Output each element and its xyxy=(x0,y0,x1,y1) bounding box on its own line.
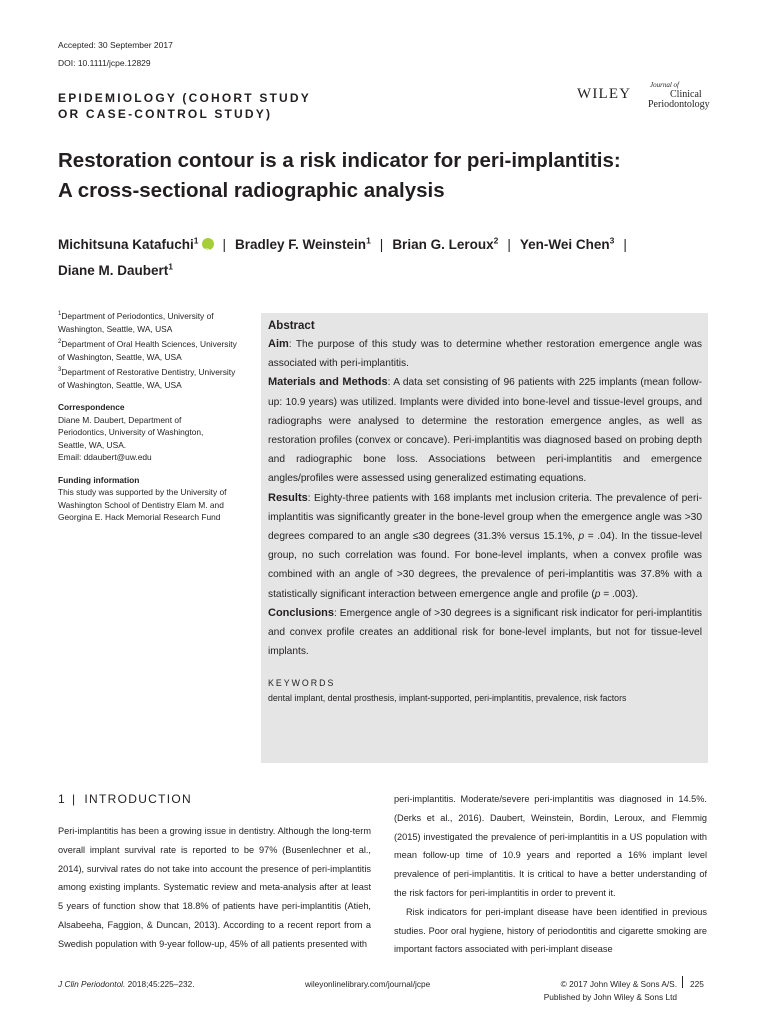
section-number: 1 xyxy=(58,792,66,806)
journal-logo-line: Clinical xyxy=(670,89,702,100)
journal-logo-line: Periodontology xyxy=(648,99,710,110)
affiliation-sidebar xyxy=(58,310,243,524)
article-category-line: OR CASE-CONTROL STUDY) xyxy=(58,107,273,121)
author[interactable] xyxy=(392,237,498,252)
orcid-icon[interactable] xyxy=(202,238,214,250)
author-list xyxy=(58,232,708,284)
abstract-methods xyxy=(268,373,702,488)
section-divider: | xyxy=(71,792,77,806)
abstract-panel xyxy=(261,313,708,763)
body-paragraph: peri-implantitis. Moderate/severe peri-implantitis was diagnosed in 14.5%. (Derks et al., 2016). Daubert, Weinstein, Bordin, Leroux, and Flemmig (2015) investigated the prevalence of peri-implantitis in a US population with mean follow-up time of 10.9 years and reported a 16% implant level prevalence of peri-implantitis. It is critical to have a better understanding of the risk factors for peri-implantitis in order to prevent it. xyxy=(394,794,707,898)
author-affiliation-mark: 1 xyxy=(193,235,199,246)
author-separator: | xyxy=(507,237,511,252)
author[interactable] xyxy=(235,237,371,252)
body-column-right xyxy=(394,790,707,959)
funding-block xyxy=(58,474,243,524)
abstract-heading: Abstract xyxy=(268,320,315,332)
correspondence-block xyxy=(58,401,243,464)
author-name: Brian G. Leroux xyxy=(392,237,494,252)
author[interactable] xyxy=(58,263,173,278)
abstract-results xyxy=(268,489,702,604)
methods-text: : A data set consisting of 96 patients with 225 implants (mean follow-up: 10.9 years) was utilized. Implants were divided into bone-level and tissue-level groups, and radiographs were analysed to determine the restoration emergence angles, as well as restoration profiles (convex or concave). Peri-implantitis was diagnosed based on probing depth and radiographic bone loss. Associations between peri-implantitis and emergence angles/profiles were assessed using generalized estimating equations. xyxy=(268,377,703,485)
doi[interactable]: DOI: 10.1111/jcpe.12829 xyxy=(58,58,151,68)
footer-url[interactable]: wileyonlinelibrary.com/journal/jcpe xyxy=(305,979,431,989)
footer-copyright xyxy=(541,978,677,1004)
author[interactable] xyxy=(58,237,199,252)
keywords-list: dental implant, dental prosthesis, implant-supported, peri-implantitis, prevalence, risk factors xyxy=(268,693,627,704)
aim-text: : The purpose of this study was to determine whether restoration emergence angle was associated with peri-implantitis. xyxy=(268,339,702,370)
footer-journal-abbrev: J Clin Periodontol. xyxy=(58,979,126,989)
funding-text: This study was supported by the University of Washington School of Dentistry Elam M. and Georgina E. Hack Memorial Research Fund xyxy=(58,487,227,522)
body-paragraph: Peri-implantitis has been a growing issue in dentistry. Although the long-term overall implant survival rate is reported to be 97% (Busenlechner et al., 2014), survival rates do not take into account the presence of peri-implantitis among existing implants. Systematic review and meta-analysis after at least 5 years of function show that 18.8% of patients have peri-implantitis (Atieh, Alsabeeha, Faggion, & Duncan, 2013). According to a recent report from a Swedish population with 9-year follow-up, 45% of all patients presented with xyxy=(58,826,371,949)
correspondence-line: Diane M. Daubert, Department of xyxy=(58,414,182,425)
affiliation xyxy=(58,310,243,335)
p-value-symbol: p xyxy=(594,588,601,600)
title-line: Restoration contour is a risk indicator for peri-implantitis: xyxy=(58,149,621,172)
author-name: Bradley F. Weinstein xyxy=(235,237,367,252)
journal-logo-line: Journal of xyxy=(650,81,679,89)
author-name: Yen-Wei Chen xyxy=(519,237,610,252)
author-affiliation-mark: 1 xyxy=(366,235,371,246)
affiliation-mark: 2 xyxy=(58,339,62,346)
author[interactable] xyxy=(520,237,615,252)
accepted-date: Accepted: 30 September 2017 xyxy=(58,40,173,50)
journal-logo[interactable] xyxy=(648,80,710,110)
affiliation-mark: 3 xyxy=(58,367,62,374)
author-affiliation-mark: 2 xyxy=(493,235,499,246)
author-separator: | xyxy=(623,237,627,252)
results-text: = .003). xyxy=(600,588,639,600)
affiliation-mark: 1 xyxy=(58,311,62,318)
abstract-aim xyxy=(268,335,702,373)
page-number: 225 xyxy=(690,979,704,989)
copyright-line: Published by John Wiley & Sons Ltd xyxy=(543,992,677,1002)
author-separator: | xyxy=(222,237,227,252)
results-label: Results xyxy=(268,491,308,504)
body-column-left xyxy=(58,822,371,954)
keywords-heading: KEYWORDS xyxy=(268,678,336,689)
author-affiliation-mark: 1 xyxy=(168,261,174,272)
aim-label: Aim xyxy=(268,338,289,350)
section-title: INTRODUCTION xyxy=(84,792,192,806)
publisher-logo[interactable]: WILEY xyxy=(577,86,632,102)
footer-citation xyxy=(58,978,195,991)
author-affiliation-mark: 3 xyxy=(609,235,615,246)
article-category-line: EPIDEMIOLOGY (COHORT STUDY xyxy=(58,91,311,105)
correspondence-email[interactable]: Email: ddaubert@uw.edu xyxy=(58,452,152,462)
article-title xyxy=(58,146,718,206)
copyright-line: © 2017 John Wiley & Sons A/S. xyxy=(560,979,677,989)
affiliation xyxy=(58,338,243,363)
abstract-conclusions xyxy=(268,604,702,662)
results-text: : Eighty-three patients with 168 implants met inclusion criteria. The prevalence of peri-implantitis was significantly greater in the bone-level group when the emergence angle was >30 degrees compared to an angle ≤30 degrees (31.3% versus 15.1%, xyxy=(268,492,702,543)
affiliation-text: Department of Restorative Dentistry, University of Washington, Seattle, WA, USA xyxy=(58,367,236,390)
correspondence-line: Seattle, WA, USA. xyxy=(58,439,127,450)
correspondence-line: Periodontics, University of Washington, xyxy=(58,427,204,437)
results-text: = .04). In the tissue-level group, no such correlation was found. For bone-level implants, when a convex profile was combined with an angle of >30 degrees, the prevalence of peri-implantitis was 37.8% with a statistically significant interaction between emergence angle and profile ( xyxy=(268,531,702,600)
section-heading-introduction xyxy=(58,792,192,806)
p-value-symbol: p xyxy=(578,531,585,543)
title-line: A cross-sectional radiographic analysis xyxy=(58,179,445,202)
footer-divider xyxy=(682,976,683,988)
conclusions-text: : Emergence angle of >30 degrees is a significant risk indicator for peri-implantitis and convex profile creates an additional risk for bone-level implants, but not for tissue-level implants. xyxy=(268,607,702,658)
article-category xyxy=(58,90,311,122)
affiliation-text: Department of Oral Health Sciences, University of Washington, Seattle, WA, USA xyxy=(58,339,237,362)
author-name: Michitsuna Katafuchi xyxy=(58,237,194,252)
methods-label: Materials and Methods xyxy=(268,376,388,389)
author-name: Diane M. Daubert xyxy=(58,263,169,278)
affiliation xyxy=(58,366,243,391)
author-separator: | xyxy=(379,237,384,252)
body-paragraph: Risk indicators for peri-implant disease have been identified in previous studies. Poor oral hygiene, history of periodontitis and cigarette smoking are important factors associated with peri-implant disease xyxy=(394,906,707,955)
correspondence-heading: Correspondence xyxy=(58,402,125,412)
conclusions-label: Conclusions xyxy=(268,606,335,619)
footer-journal-ref: 2018;45:225–232. xyxy=(125,979,195,989)
affiliation-text: Department of Periodontics, University of Washington, Seattle, WA, USA xyxy=(58,311,214,334)
funding-heading: Funding information xyxy=(58,474,140,485)
